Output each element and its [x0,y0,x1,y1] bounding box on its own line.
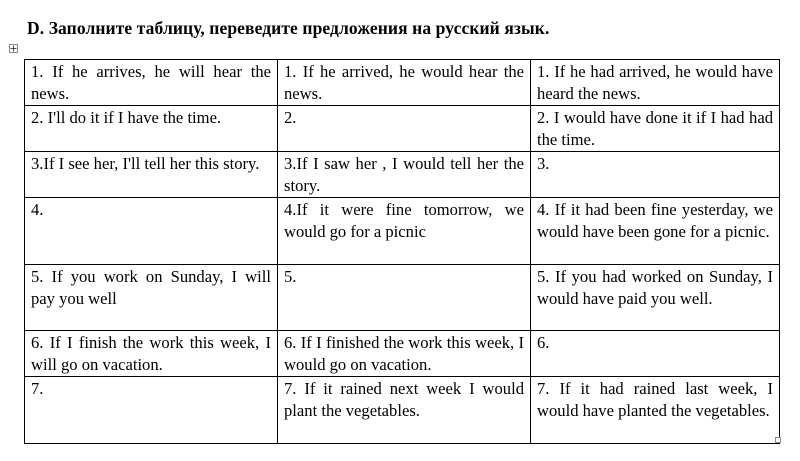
table-cell-r1-c1: 1. If he arrives, he will hear the news. [25,60,278,106]
table-resize-handle-icon[interactable] [775,437,781,443]
table-cell-r7-c1: 7. [25,377,278,444]
table-cell-r6-c2: 6. If I finished the work this week, I would go on vacation. [278,331,531,377]
exercise-heading: D. Заполните таблицу, переведите предложения на русский язык. [27,18,550,38]
table-cell-r3-c1: 3.If I see her, I'll tell her this story. [25,152,278,198]
table-row [25,106,780,152]
table-row [25,152,780,198]
table-row [25,377,780,444]
table-cell-r5-c1: 5. If you work on Sunday, I will pay you well [25,265,278,331]
table-cell-r5-c3: 5. If you had worked on Sunday, I would have paid you well. [531,265,780,331]
table-cell-r7-c3: 7. If it had rained last week, I would have planted the vegetables. [531,377,780,444]
table-row [25,265,780,331]
table-cell-r2-c2: 2. [278,106,531,152]
table-cell-r2-c3: 2. I would have done it if I had had the time. [531,106,780,152]
table-row [25,60,780,106]
exercise-table [24,59,780,444]
table-cell-r3-c3: 3. [531,152,780,198]
table-cell-r7-c2: 7. If it rained next week I would plant the vegetables. [278,377,531,444]
table-move-handle-icon[interactable] [9,44,18,53]
table-cell-r3-c2: 3.If I saw her , I would tell her the story. [278,152,531,198]
table-cell-r5-c2: 5. [278,265,531,331]
table-cell-r6-c1: 6. If I finish the work this week, I will go on vacation. [25,331,278,377]
table-row [25,331,780,377]
table-cell-r4-c2: 4.If it were fine tomorrow, we would go for a picnic [278,198,531,265]
table-cell-r4-c1: 4. [25,198,278,265]
table-cell-r4-c3: 4. If it had been fine yesterday, we would have been gone for a picnic. [531,198,780,265]
table-cell-r6-c3: 6. [531,331,780,377]
table-cell-r2-c1: 2. I'll do it if I have the time. [25,106,278,152]
table-cell-r1-c3: 1. If he had arrived, he would have heard the news. [531,60,780,106]
table-row [25,198,780,265]
table-cell-r1-c2: 1. If he arrived, he would hear the news. [278,60,531,106]
